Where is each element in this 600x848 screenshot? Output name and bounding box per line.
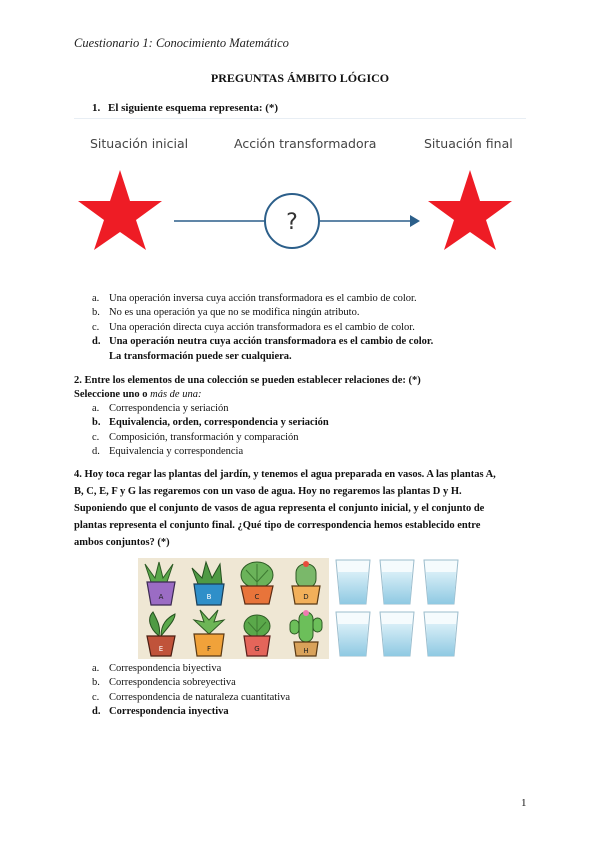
diagram-graphic: [74, 118, 526, 278]
plant-g: [244, 615, 270, 656]
question-4-line: Suponiendo que el conjunto de vasos de agua representa el conjunto inicial, y el conjunto de: [74, 503, 485, 514]
final-red-star: [428, 170, 512, 250]
question-1-text: El siguiente esquema representa: (*): [108, 102, 279, 114]
arrow-head-icon: [410, 215, 420, 227]
q1-option-d-continued: La transformación puede ser cualquiera.: [109, 350, 292, 362]
question-4-heading: [74, 466, 532, 551]
q1-option-d[interactable]: d. Una operación neutra cuya acción transformadora es el cambio de color.: [92, 336, 434, 348]
section-title: PREGUNTAS ÁMBITO LÓGICO: [210, 71, 390, 85]
question-1-number: 1.: [92, 102, 101, 114]
initial-red-star: [78, 170, 162, 250]
question-2-options: [92, 402, 329, 460]
q4-option-c[interactable]: c. Correspondencia de naturaleza cuantitativa: [92, 691, 291, 703]
transformation-diagram: [74, 118, 526, 278]
svg-text:F: F: [206, 645, 212, 653]
water-glass: [380, 560, 414, 604]
q1-option-a[interactable]: a. Una operación inversa cuya acción transformadora es el cambio de color.: [92, 293, 417, 304]
svg-text:C: C: [254, 593, 260, 601]
plant-e: [147, 612, 175, 656]
svg-text:D: D: [303, 593, 309, 601]
question-4-line: plantas representa el conjunto final. ¿Qué tipo de correspondencia hemos establecido entre: [74, 520, 481, 531]
q1-option-c[interactable]: c. Una operación directa cuya acción transformadora es el cambio de color.: [92, 321, 415, 333]
water-glass: [380, 612, 414, 656]
svg-text:A: A: [158, 593, 164, 601]
plant-a: [145, 562, 175, 605]
question-1-heading: [92, 102, 278, 114]
plant-c: [241, 562, 273, 604]
plants-illustration: [138, 558, 329, 659]
question-1-options: [92, 292, 433, 364]
question-mark: ?: [286, 210, 298, 235]
question-4-line: 4. Hoy toca regar las plantas del jardín, y tenemos el agua preparada en vasos. A las plantas A,: [74, 469, 496, 480]
label-initial-situation: Situación inicial: [90, 136, 189, 151]
svg-text:B: B: [206, 593, 212, 601]
question-4-line: B, C, E, F y G las regaremos con un vaso de agua. Hoy no regaremos las plantas D y H.: [74, 486, 462, 497]
water-glass: [424, 612, 458, 656]
water-glasses-image: [332, 558, 464, 659]
label-transforming-action: Acción transformadora: [234, 136, 377, 151]
question-4-options: [92, 662, 290, 720]
plant-d: [292, 561, 320, 604]
q2-option-b[interactable]: b. Equivalencia, orden, correspondencia y seriación: [92, 417, 329, 429]
q2-option-c[interactable]: c. Composición, transformación y comparación: [92, 431, 299, 443]
svg-text:H: H: [303, 647, 309, 655]
question-2-text: 2. Entre los elementos de una colección se pueden establecer relaciones de: (*): [74, 375, 421, 386]
water-glass: [336, 612, 370, 656]
question-2-instruction: Seleccione uno o más de una:: [74, 389, 202, 400]
plants-image: [138, 558, 329, 659]
q4-option-d[interactable]: d. Correspondencia inyectiva: [92, 706, 229, 718]
q1-option-b[interactable]: b. No es una operación ya que no se modifica ningún atributo.: [92, 307, 360, 319]
q4-option-a[interactable]: a. Correspondencia biyectiva: [92, 663, 222, 674]
plant-h: [290, 610, 322, 656]
water-glass: [336, 560, 370, 604]
label-final-situation: Situación final: [424, 136, 513, 151]
water-glasses-illustration: [332, 558, 464, 659]
svg-text:G: G: [254, 645, 260, 653]
q2-option-a[interactable]: a. Correspondencia y seriación: [92, 403, 229, 414]
question-2-heading: [74, 374, 421, 402]
q2-option-d[interactable]: d. Equivalencia y correspondencia: [92, 446, 244, 458]
document-header-title: Cuestionario 1: Conocimiento Matemático: [74, 36, 289, 50]
question-4-line: ambos conjuntos? (*): [74, 537, 170, 548]
water-glass: [424, 560, 458, 604]
svg-text:E: E: [158, 645, 164, 653]
page-number: 1: [521, 797, 527, 809]
plant-b: [192, 562, 224, 605]
plant-f: [194, 610, 224, 656]
q4-option-b[interactable]: b. Correspondencia sobreyectiva: [92, 677, 236, 689]
